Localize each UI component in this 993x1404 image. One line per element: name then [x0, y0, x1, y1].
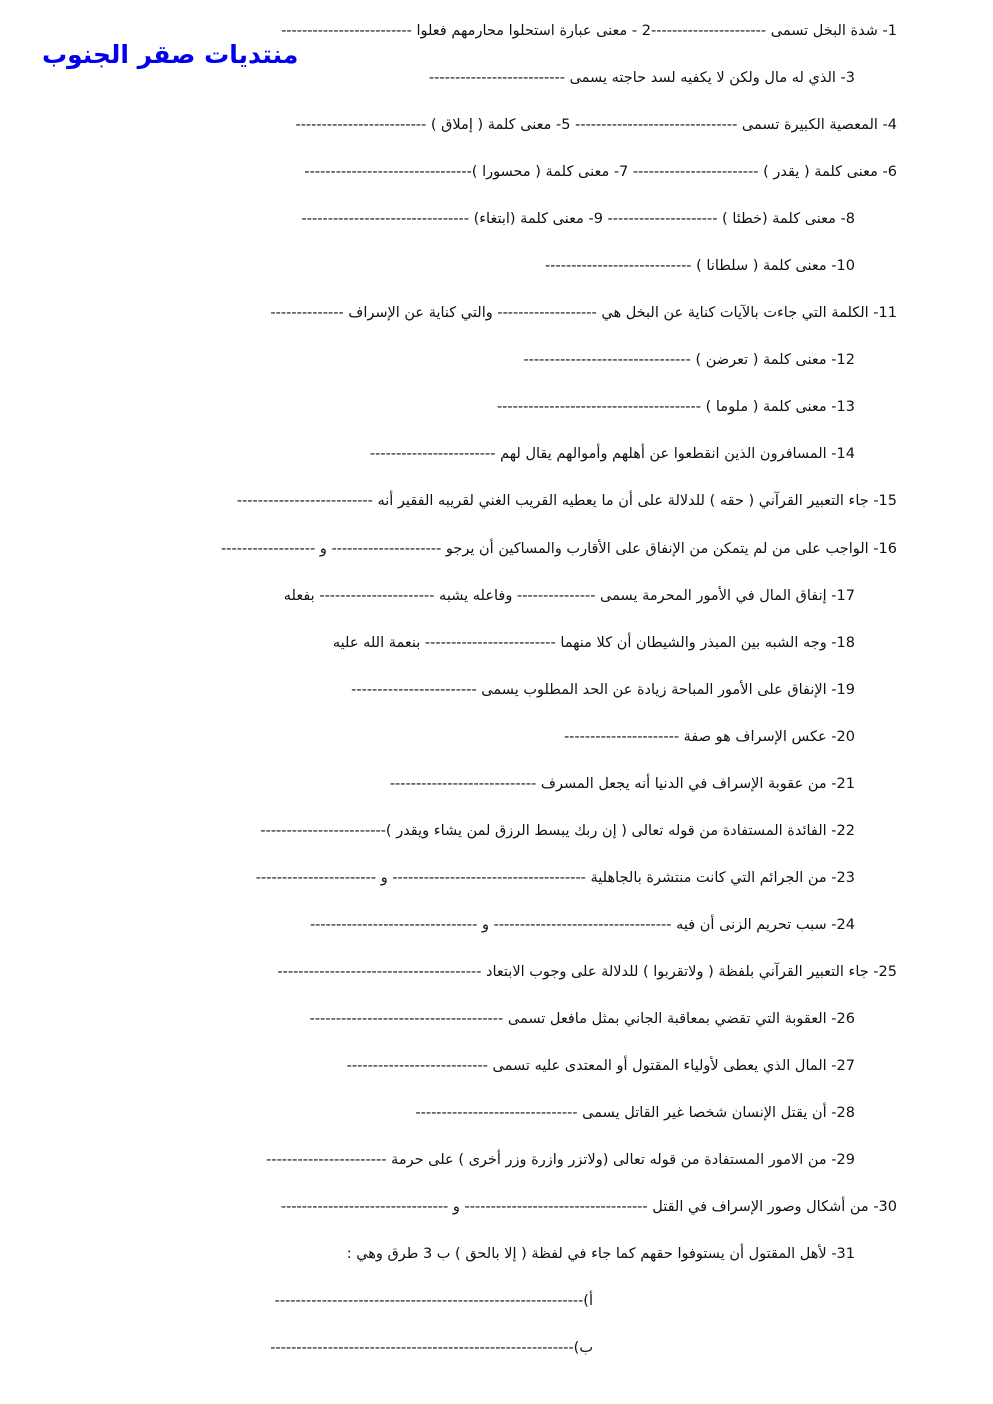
question-line-10: 10- معنى كلمة ( سلطانا ) ---------------------------- — [545, 258, 855, 275]
question-line-6: 6- معنى كلمة ( يقدر ) ------------------------ 7- معنى كلمة ( محسورا )-------------------------------- — [304, 164, 897, 181]
question-line-31: 31- لأهل المقتول أن يستوفوا حقهم كما جاء في لفظة ( إلا بالحق ) ب 3 طرق وهي : — [346, 1246, 855, 1263]
line-spacer — [138, 1237, 855, 1245]
line-spacer — [138, 767, 855, 775]
question-line-28: 28- أن يقتل الإنسان شخصا غير القاتل يسمى ------------------------------- — [415, 1105, 855, 1122]
question-line-19: 19- الإنفاق على الأمور المباحة زيادة عن الحد المطلوب يسمى ------------------------ — [351, 681, 855, 698]
line-spacer — [138, 579, 855, 587]
answer-blank-b: ب)---------------------------------------------------------- — [270, 1340, 593, 1357]
line-spacer — [138, 484, 855, 492]
line-spacer — [138, 1096, 855, 1104]
question-line-14: 14- المسافرون الذين انقطعوا عن أهلهم وأموالهم يقال لهم ------------------------ — [369, 446, 855, 463]
line-spacer — [138, 249, 855, 257]
line-spacer — [138, 673, 855, 681]
question-line-17: 17- إنفاق المال في الأمور المحرمة يسمى --------------- وفاعله يشبه ---------------------- بفعله — [283, 587, 855, 604]
line-spacer — [138, 955, 855, 963]
forum-watermark: منتديات صقر الجنوب — [42, 40, 299, 69]
question-line-4: 4- المعصية الكبيرة تسمى ------------------------------- 5- معنى كلمة ( إملاق ) ------------------------- — [295, 117, 897, 134]
question-line-8: 8- معنى كلمة (خطئا ) --------------------- 9- معنى كلمة (ابتغاء) -------------------------------- — [301, 211, 855, 228]
line-spacer — [138, 1143, 855, 1151]
line-spacer — [138, 720, 855, 728]
line-spacer — [138, 296, 855, 304]
line-spacer — [138, 1331, 855, 1339]
question-line-21: 21- من عقوبة الإسراف في الدنيا أنه يجعل المسرف ---------------------------- — [389, 775, 855, 792]
line-spacer — [138, 437, 855, 445]
question-line-12: 12- معنى كلمة ( تعرضن ) -------------------------------- — [523, 352, 855, 369]
question-line-1: 1- شدة البخل تسمى ----------------------2 - معنى عبارة استحلوا محارمهم فعلوا ------------------------- — [281, 23, 897, 39]
question-line-22: 22- الفائدة المستفادة من قوله تعالى ( إن ربك يبسط الرزق لمن يشاء ويقدر )------------------------ — [260, 822, 855, 839]
line-spacer — [138, 908, 855, 916]
line-spacer — [138, 861, 855, 869]
line-spacer — [138, 155, 855, 163]
question-line-11: 11- الكلمة التي جاءت بالآيات كناية عن البخل هي ------------------- والتي كناية عن الإسراف -------------- — [270, 305, 897, 322]
line-spacer — [138, 343, 855, 351]
line-spacer — [138, 626, 855, 634]
question-line-29: 29- من الامور المستفادة من قوله تعالى (ولاتزر وازرة وزر أخرى ) على حرمة ----------------------- — [266, 1152, 855, 1169]
line-spacer — [138, 202, 855, 210]
question-line-30: 30- من أشكال وصور الإسراف في القتل ----------------------------------- و -------------------------------- — [280, 1199, 897, 1216]
line-spacer — [138, 390, 855, 398]
line-spacer — [138, 1049, 855, 1057]
question-line-26: 26- العقوبة التي تقضي بمعاقبة الجاني بمثل مافعل تسمى ------------------------------------- — [309, 1010, 855, 1027]
line-spacer — [138, 1002, 855, 1010]
question-line-20: 20- عكس الإسراف هو صفة ---------------------- — [563, 728, 855, 745]
line-spacer — [138, 108, 855, 116]
question-line-24: 24- سبب تحريم الزنى أن فيه ---------------------------------- و -------------------------------- — [309, 916, 855, 933]
question-line-13: 13- معنى كلمة ( ملوما ) --------------------------------------- — [496, 399, 855, 416]
question-line-23: 23- من الجرائم التي كانت منتشرة بالجاهلية ------------------------------------- و ----------------------- — [255, 869, 855, 886]
question-line-15: 15- جاء التعبير القرآني ( حقه ) للدلالة على أن ما يعطيه القريب الغني لقريبه الفقير أنه -------------------------- — [236, 493, 897, 510]
question-line-18: 18- وجه الشبه بين المبذر والشيطان أن كلا منهما ------------------------- بنعمة الله عليه — [332, 634, 855, 651]
question-line-25: 25- جاء التعبير القرآني بلفظة ( ولاتقربوا ) للدلالة على وجوب الابتعاد --------------------------------------- — [277, 963, 897, 980]
question-line-3: 3- الذي له مال ولكن لا يكفيه لسد حاجته يسمى -------------------------- — [428, 70, 855, 87]
line-spacer — [138, 1284, 855, 1292]
questions-container — [138, 22, 897, 1378]
answer-blank-a: أ)----------------------------------------------------------- — [274, 1293, 593, 1310]
question-line-16: 16- الواجب على من لم يتمكن من الإنفاق على الأقارب والمساكين أن يرجو --------------------- و ------------------ — [221, 540, 897, 557]
line-spacer — [138, 532, 855, 540]
question-line-27: 27- المال الذي يعطى لأولياء المقتول أو المعتدى عليه تسمى --------------------------- — [346, 1058, 855, 1075]
line-spacer — [138, 814, 855, 822]
line-spacer — [138, 1190, 855, 1198]
